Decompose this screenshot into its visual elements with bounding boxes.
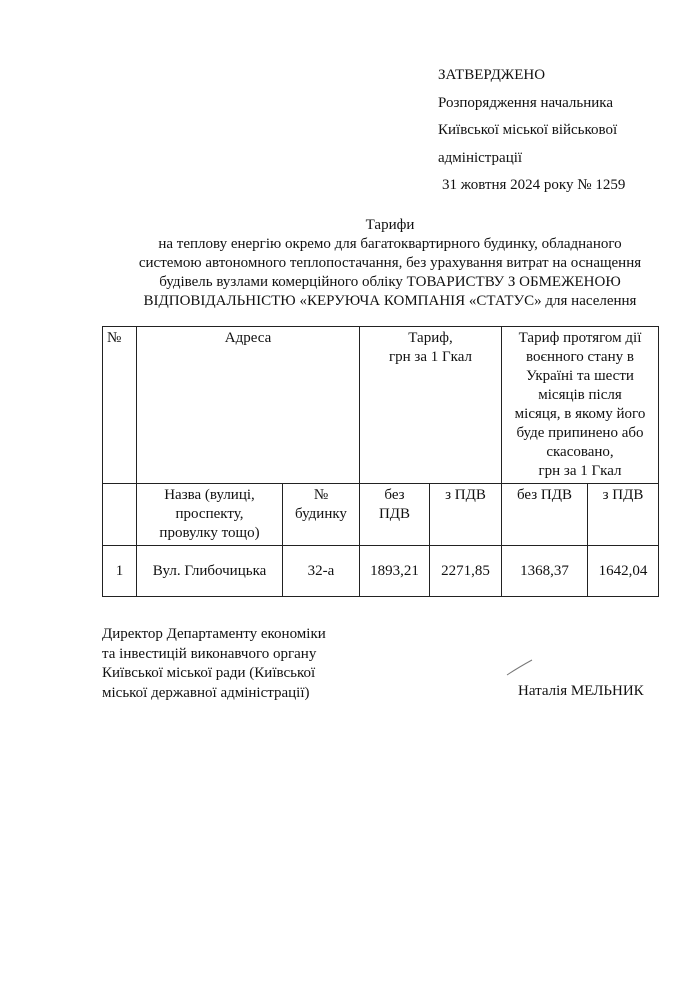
table-row — [103, 546, 659, 597]
approval-heading: ЗАТВЕРДЖЕНО — [438, 67, 546, 83]
title-line: системою автономного теплопостачання, без урахування витрат на оснащення — [138, 255, 642, 271]
approval-line: адміністрації — [438, 149, 523, 166]
subheader-house — [283, 484, 360, 546]
header-tariff-line: Тариф, — [408, 330, 453, 346]
signatory-line: та інвестицій виконавчого органу — [102, 645, 317, 662]
header-tariff-line: грн за 1 Гкал — [388, 349, 473, 365]
title-line: на теплову енергію окремо для багатоквартирного будинку, обладнаного — [158, 236, 622, 252]
subheader-empty — [103, 484, 137, 546]
handwritten-signature — [505, 658, 535, 678]
subheader-no-vat — [360, 484, 430, 546]
approval-line: Розпорядження начальника — [438, 94, 613, 111]
header-address: Адреса — [137, 327, 360, 484]
table-subheader-row — [103, 484, 659, 546]
title-line: будівель вузлами комерційного обліку ТОВАРИСТВУ З ОБМЕЖЕНОЮ — [159, 274, 621, 290]
subheader-street-line: провулку тощо) — [159, 525, 260, 541]
signatory-line: міської державної адміністрації) — [102, 684, 310, 701]
header-war-line: воєнного стану в — [526, 349, 634, 365]
title-line: ВІДПОВІДАЛЬНІСТЮ «КЕРУЮЧА КОМПАНІЯ «СТАТУС» для населення — [143, 293, 637, 309]
header-war-tariff — [502, 327, 659, 484]
subheader-street-line: проспекту, — [175, 506, 244, 522]
subheader-no-vat-line: без — [384, 487, 405, 503]
header-war-line: Україні та шести — [526, 368, 634, 384]
header-war-line: Тариф протягом дії — [518, 330, 642, 346]
header-war-line: буде припинено або — [516, 425, 644, 441]
tariff-table — [102, 326, 659, 597]
subheader-house-line: № — [313, 487, 329, 503]
subheader-street-line: Назва (вулиці, — [164, 487, 255, 503]
table-header-row — [103, 327, 659, 484]
subheader-house-line: будинку — [295, 506, 347, 522]
header-tariff — [360, 327, 502, 484]
header-war-line: грн за 1 Гкал — [538, 463, 622, 479]
cell-house: 32-а — [283, 546, 360, 597]
subheader-war-no-vat: без ПДВ — [502, 484, 588, 546]
signatory-name: Наталія МЕЛЬНИК — [518, 683, 644, 699]
header-war-line: місяців після — [538, 387, 622, 403]
cell-war-no-vat: 1368,37 — [502, 546, 588, 597]
subheader-war-with-vat: з ПДВ — [588, 484, 659, 546]
title-heading: Тарифи — [365, 217, 415, 233]
approval-stamp — [438, 62, 625, 200]
approval-date: 31 жовтня 2024 року № 1259 — [442, 177, 626, 193]
header-war-line: скасовано, — [546, 444, 614, 460]
header-war-line: місяця, в якому його — [514, 406, 646, 422]
approval-line: Київської міської військової — [438, 122, 618, 138]
subheader-with-vat: з ПДВ — [430, 484, 502, 546]
cell-war-with-vat: 1642,04 — [588, 546, 659, 597]
subheader-street — [137, 484, 283, 546]
subheader-no-vat-line: ПДВ — [378, 506, 411, 522]
cell-tariff-no-vat: 1893,21 — [360, 546, 430, 597]
header-no: № — [103, 327, 137, 484]
document-title — [100, 216, 680, 311]
cell-tariff-with-vat: 2271,85 — [430, 546, 502, 597]
signatory-position — [102, 625, 326, 703]
signatory-line: Київської міської ради (Київської — [102, 665, 316, 681]
cell-no: 1 — [103, 546, 137, 597]
cell-street: Вул. Глибочицька — [137, 546, 283, 597]
signatory-line: Директор Департаменту економіки — [102, 626, 326, 642]
